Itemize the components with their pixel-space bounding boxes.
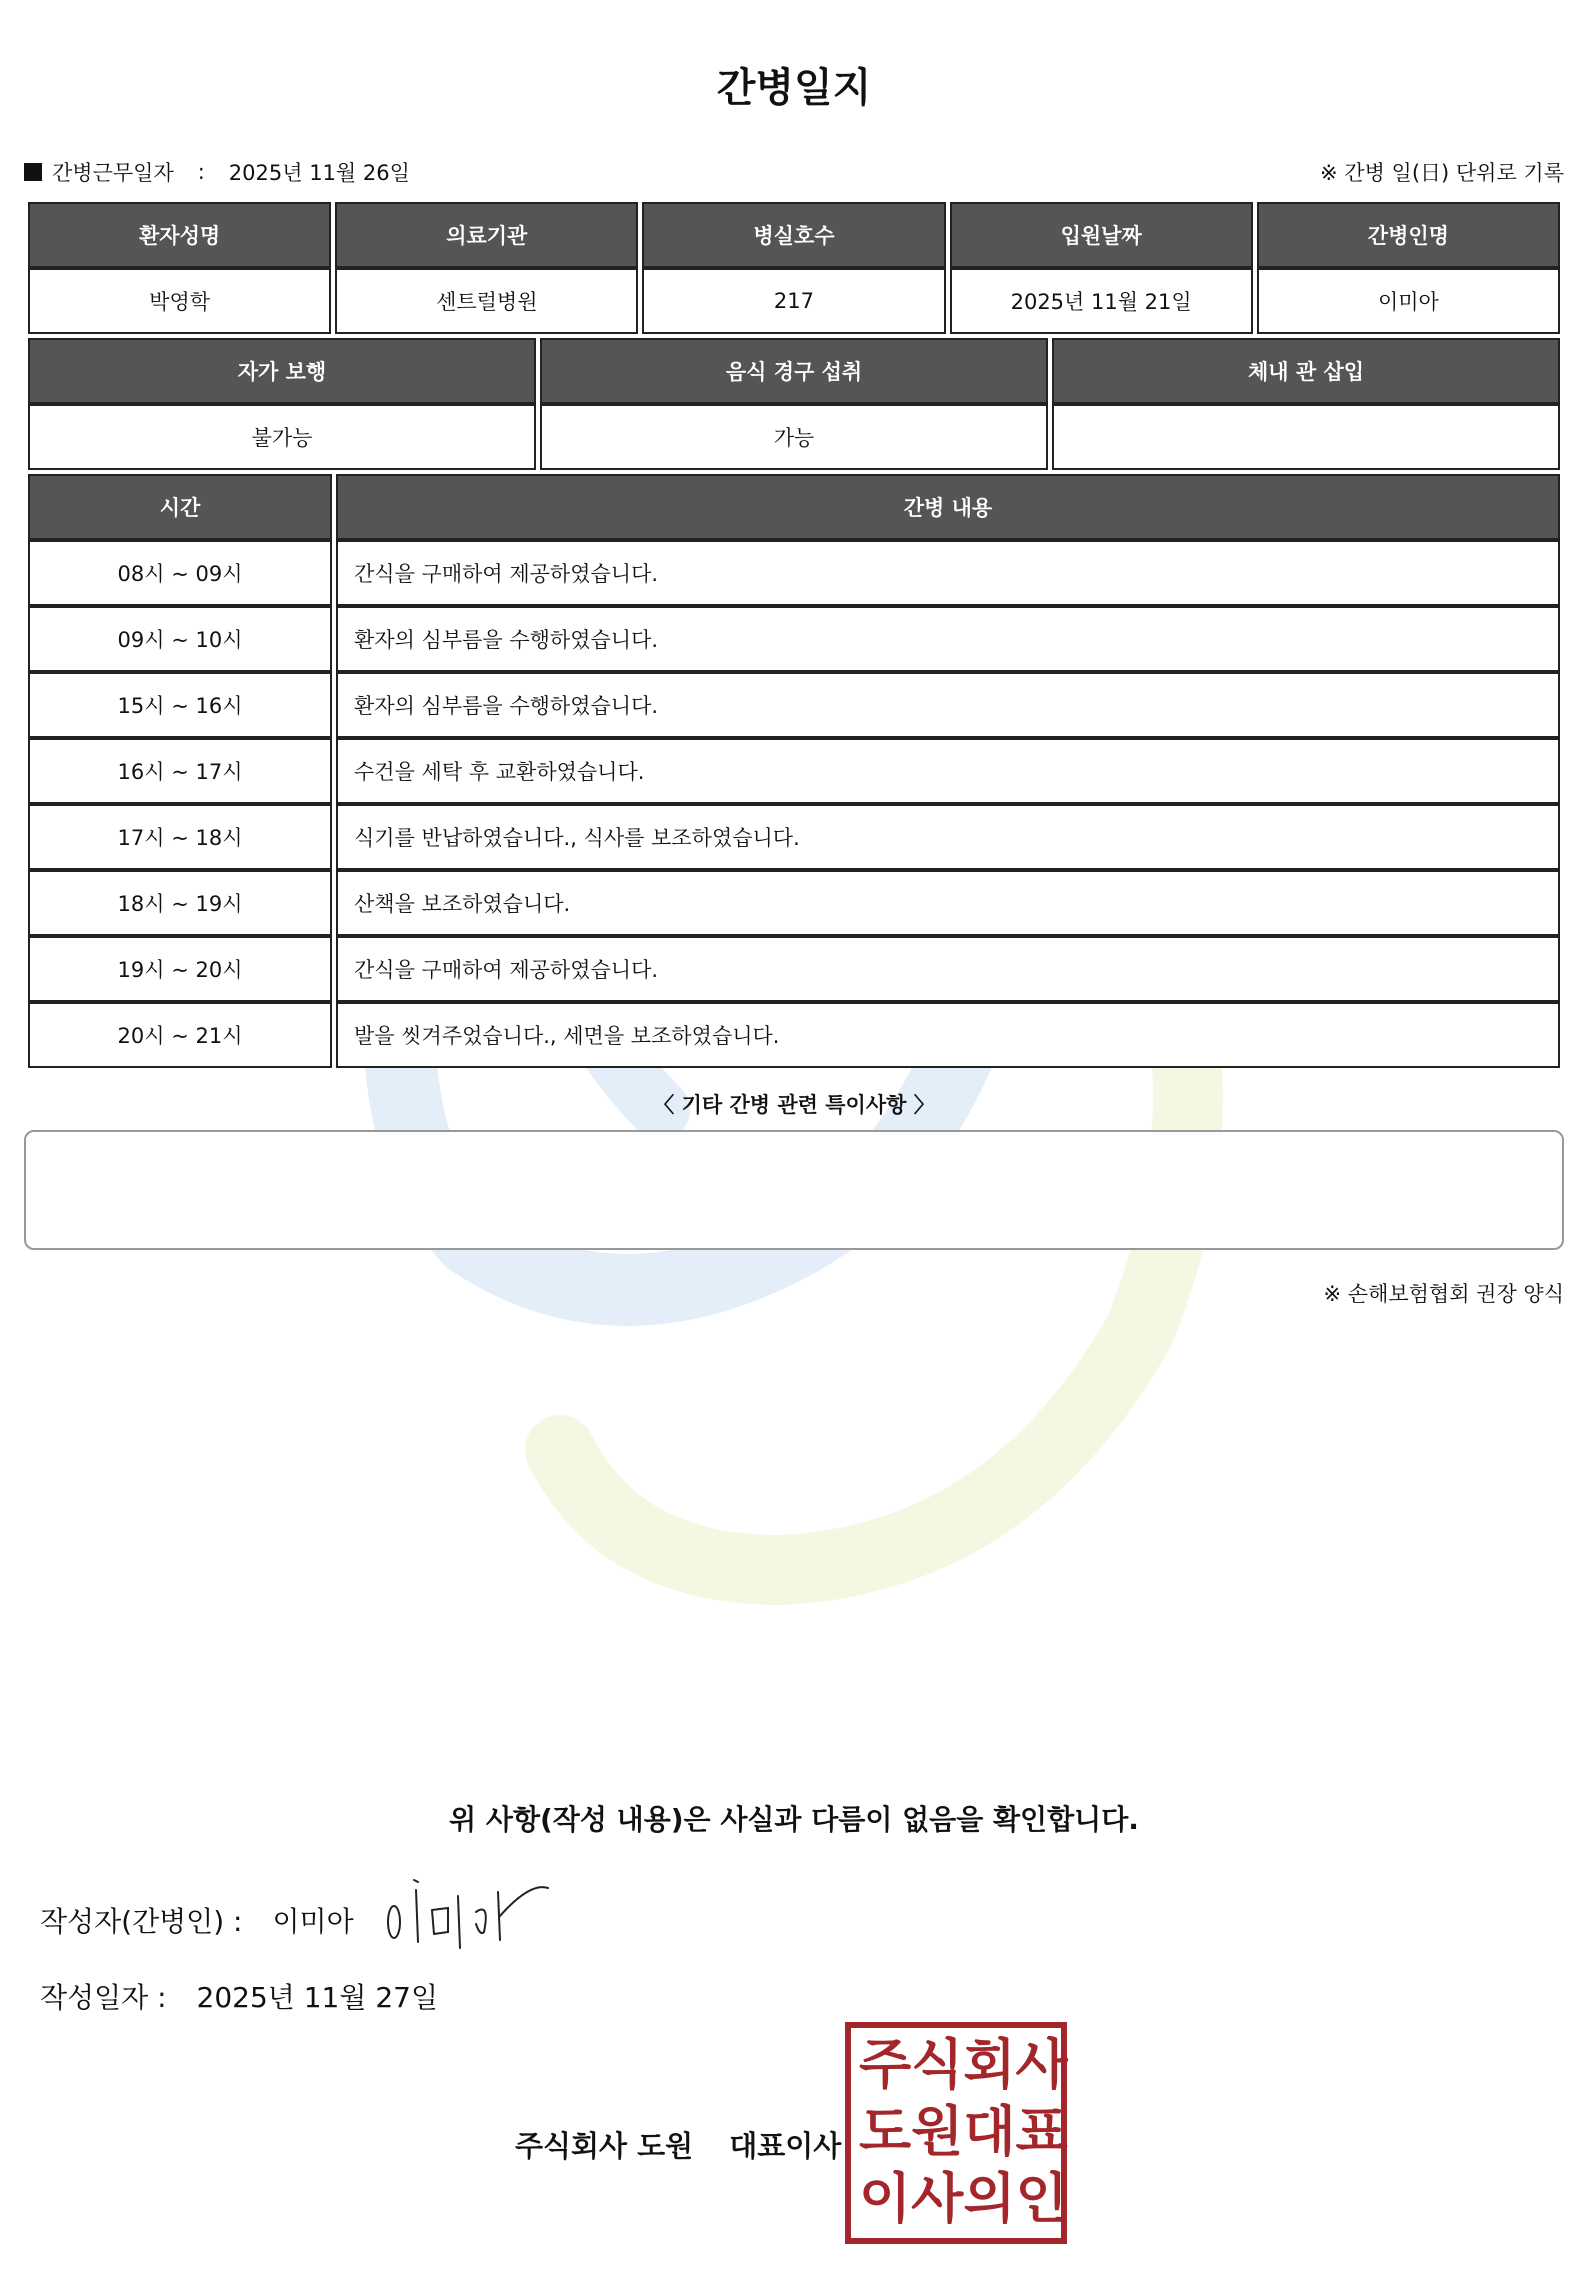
care-content: 환자의 심부름을 수행하였습니다. (336, 606, 1560, 672)
patient-name: 박영학 (28, 268, 331, 334)
work-date-value: 2025년 11월 26일 (228, 161, 410, 185)
header-walking: 자가 보행 (28, 338, 536, 404)
table-header-row (28, 474, 1560, 540)
table-row (28, 738, 1560, 804)
square-bullet-icon (24, 163, 42, 181)
care-time: 09시 ~ 10시 (28, 606, 332, 672)
caregiver-name: 이미아 (1257, 268, 1560, 334)
company-name: 주식회사 도원 (515, 2129, 694, 2163)
care-content: 간식을 구매하여 제공하였습니다. (336, 936, 1560, 1002)
header-tube-insertion: 체내 관 삽입 (1052, 338, 1560, 404)
daily-record-note: ※ 간병 일(日) 단위로 기록 (1320, 161, 1564, 185)
oral-intake-status: 가능 (540, 404, 1048, 470)
written-date-value: 2025년 11월 27일 (196, 1981, 438, 2014)
table-row (28, 540, 1560, 606)
seal-char: 원 (911, 2099, 964, 2163)
table-header-row (28, 202, 1560, 268)
care-content: 수건을 세탁 후 교환하였습니다. (336, 738, 1560, 804)
header-room-number: 병실호수 (642, 202, 945, 268)
seal-char: 이 (859, 2166, 912, 2230)
work-date-label: 간병근무일자 (52, 161, 174, 185)
header-caregiver-name: 간병인명 (1257, 202, 1560, 268)
table-row (28, 672, 1560, 738)
table-row (28, 606, 1560, 672)
tube-insertion-status (1052, 404, 1560, 470)
work-date (24, 157, 410, 187)
header-patient-name: 환자성명 (28, 202, 331, 268)
table-row (28, 870, 1560, 936)
header-time: 시간 (28, 474, 332, 540)
care-content: 식기를 반납하였습니다., 식사를 보조하였습니다. (336, 804, 1560, 870)
seal-char: 의 (963, 2166, 1016, 2230)
seal-char: 식 (911, 2033, 964, 2097)
written-date-line (40, 1976, 438, 2016)
seal-char: 사 (1015, 2033, 1068, 2097)
table-row (28, 268, 1560, 334)
care-time: 16시 ~ 17시 (28, 738, 332, 804)
seal-char: 회 (963, 2033, 1016, 2097)
seal-char: 대 (963, 2099, 1016, 2163)
care-content: 환자의 심부름을 수행하였습니다. (336, 672, 1560, 738)
writer-line (40, 1900, 354, 1940)
care-time: 17시 ~ 18시 (28, 804, 332, 870)
table-row (28, 1002, 1560, 1068)
seal-char: 표 (1015, 2099, 1068, 2163)
patient-info-table (24, 202, 1564, 334)
header-hospital: 의료기관 (335, 202, 638, 268)
special-notes-title: 〈 기타 간병 관련 특이사항 〉 (653, 1093, 935, 1117)
written-date-label: 작성일자 : (40, 1981, 167, 2014)
care-content: 발을 씻겨주었습니다., 세면을 보조하였습니다. (336, 1002, 1560, 1068)
room-number: 217 (642, 268, 945, 334)
table-row (28, 936, 1560, 1002)
patient-status-table (24, 338, 1564, 470)
special-notes-box (24, 1130, 1564, 1250)
seal-char: 주 (859, 2033, 912, 2097)
header-care-content: 간병 내용 (336, 474, 1560, 540)
care-content: 간식을 구매하여 제공하였습니다. (336, 540, 1560, 606)
company-title: 대표이사 (729, 2129, 842, 2163)
seal-char: 사 (911, 2166, 964, 2230)
admission-date: 2025년 11월 21일 (950, 268, 1253, 334)
company-seal-stamp (845, 2022, 1067, 2244)
care-time: 19시 ~ 20시 (28, 936, 332, 1002)
care-time: 20시 ~ 21시 (28, 1002, 332, 1068)
writer-label: 작성자(간병인) : (40, 1905, 243, 1938)
table-row (28, 804, 1560, 870)
seal-char: 인 (1015, 2166, 1068, 2230)
table-row (28, 404, 1560, 470)
care-time: 18시 ~ 19시 (28, 870, 332, 936)
hospital: 센트럴병원 (335, 268, 638, 334)
confirmation-statement: 위 사항(작성 내용)은 사실과 다름이 없음을 확인합니다. (449, 1803, 1139, 1836)
care-time: 15시 ~ 16시 (28, 672, 332, 738)
handwritten-signature (380, 1872, 560, 1962)
header-oral-intake: 음식 경구 섭취 (540, 338, 1048, 404)
company-line (515, 2124, 841, 2165)
walking-status: 불가능 (28, 404, 536, 470)
document-title: 간병일지 (716, 65, 872, 111)
care-time: 08시 ~ 09시 (28, 540, 332, 606)
care-log-table (24, 474, 1564, 1068)
work-date-separator: : (197, 160, 205, 184)
table-header-row (28, 338, 1560, 404)
special-notes-content (26, 1132, 1562, 1160)
writer-name: 이미아 (272, 1905, 354, 1938)
recommended-form-note: ※ 손해보험협회 권장 양식 (1323, 1282, 1564, 1306)
header-admission-date: 입원날짜 (950, 202, 1253, 268)
seal-char: 도 (859, 2099, 912, 2163)
care-content: 산책을 보조하였습니다. (336, 870, 1560, 936)
